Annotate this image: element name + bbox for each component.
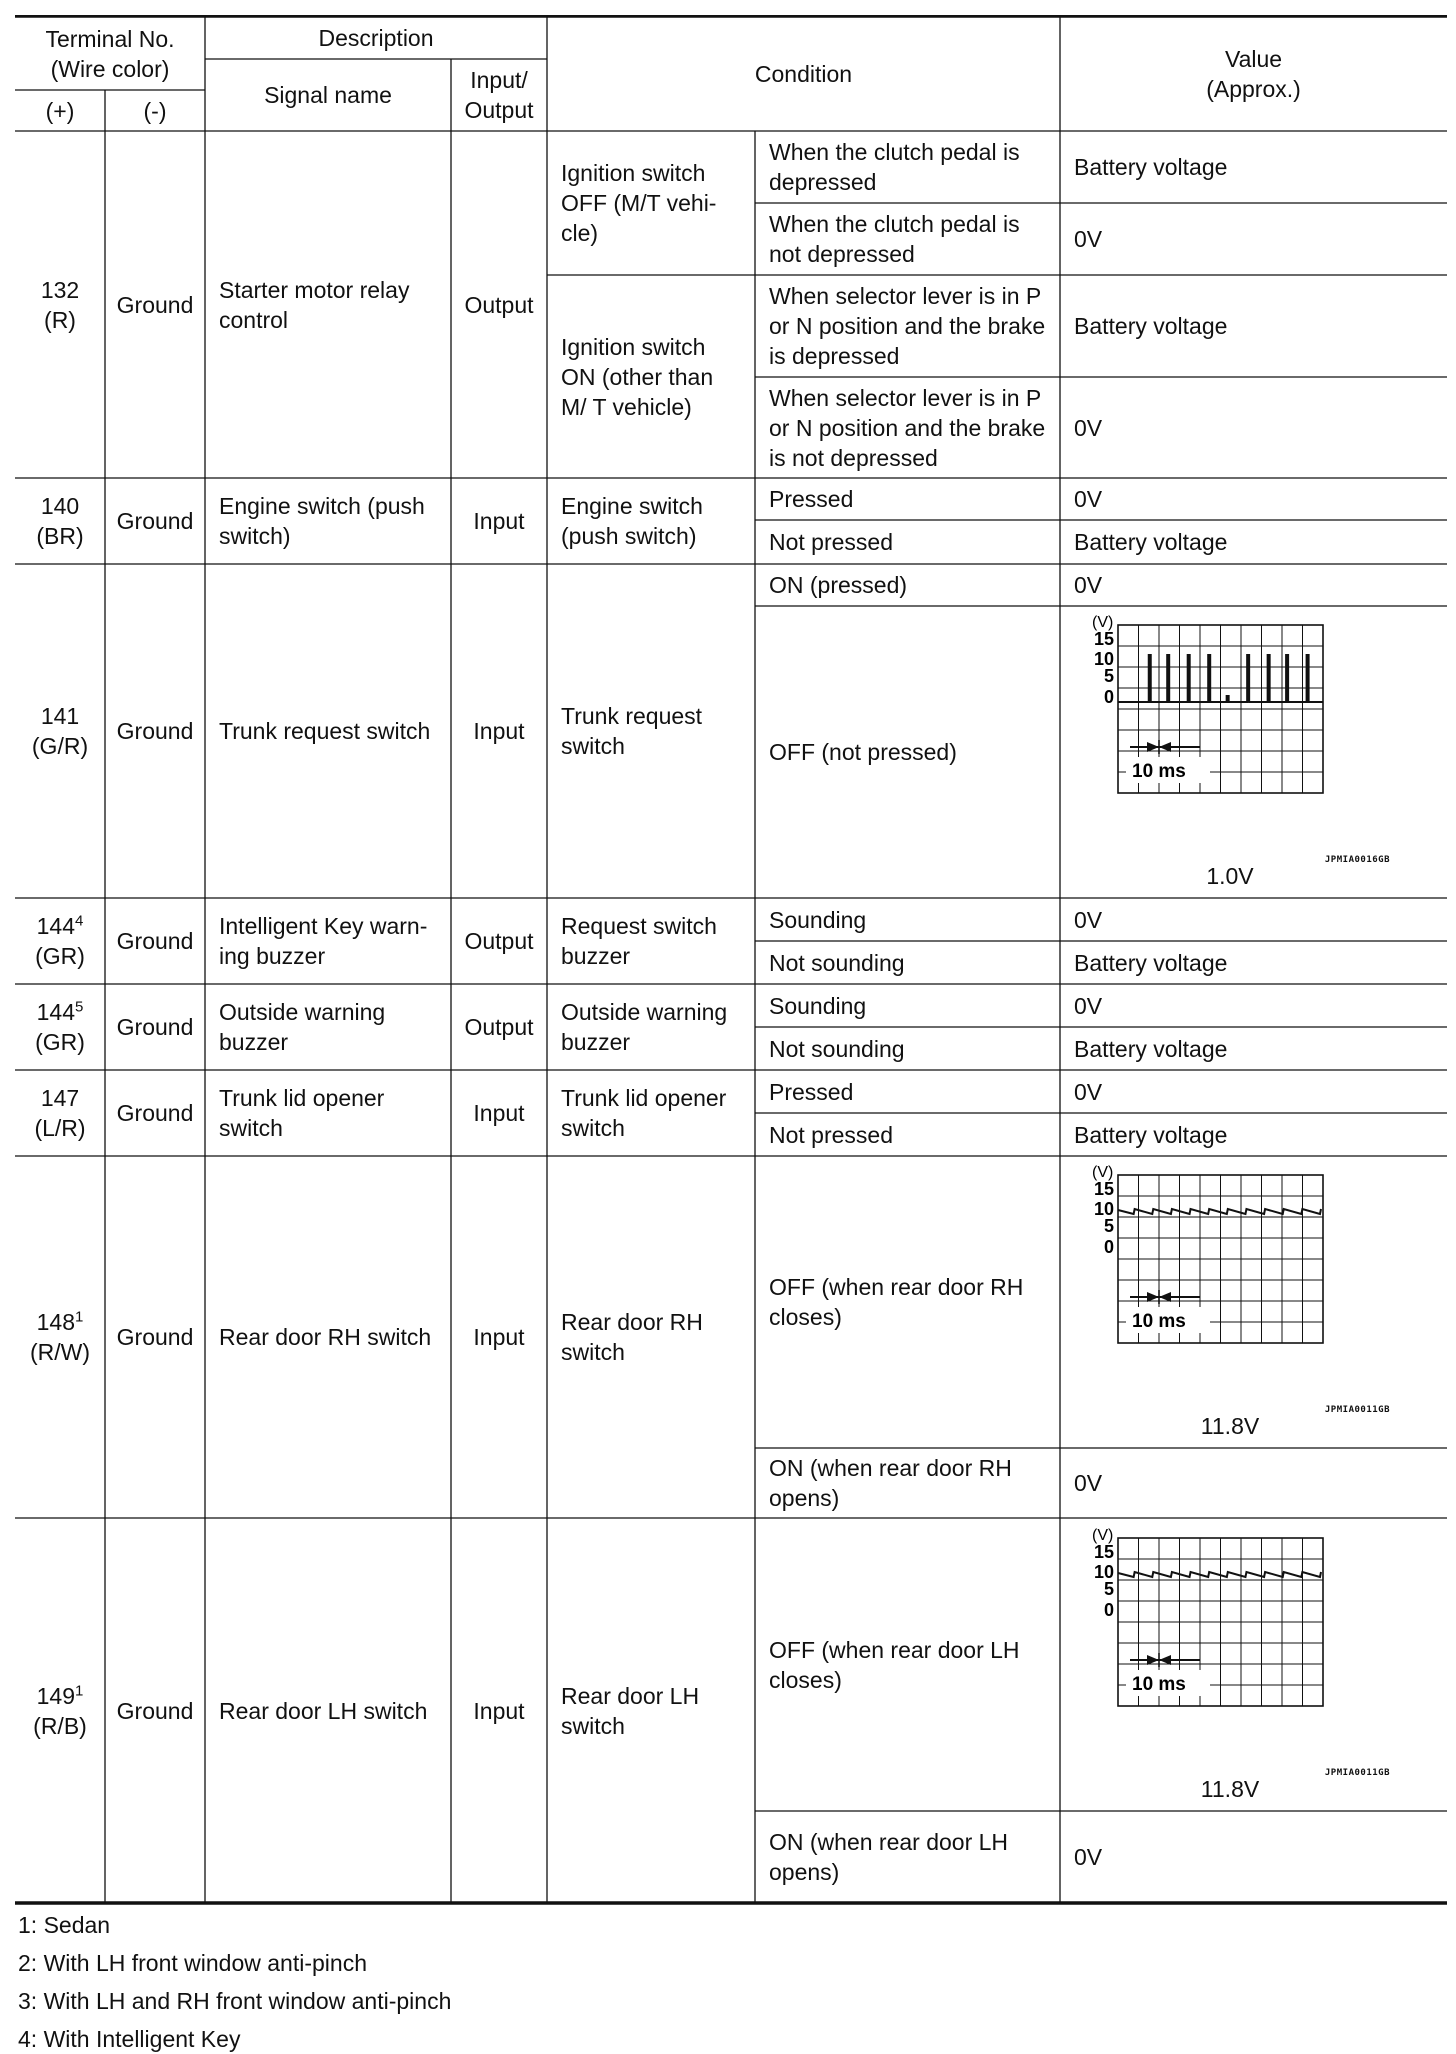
terminal-148 (15, 1156, 105, 1518)
io-147: Input (473, 1100, 525, 1126)
val-132-4: 0V (1074, 414, 1103, 441)
sub-140-1: Pressed (769, 486, 854, 512)
figure-code: JPMIA0011GB (1324, 1405, 1390, 1415)
io-149: Input (473, 1697, 525, 1724)
tick-label: 0 (1104, 1600, 1115, 1620)
terminal-140 (15, 478, 105, 564)
terminal-144-outside (15, 984, 105, 1070)
signal-144b: Outside warning buzzer (219, 999, 386, 1055)
sub-147-1: Pressed (769, 1078, 854, 1105)
sub-132-2: When the clutch pedal is not depressed (769, 211, 1020, 267)
sub-149-2: ON (when rear door LH opens) (769, 1829, 1009, 1885)
footnote-3: 3: With LH and RH front window anti-pinch (18, 1988, 452, 2014)
io-148: Input (473, 1324, 525, 1350)
terminal-number: 140 (40, 493, 80, 519)
val-144b-2: Battery voltage (1074, 1035, 1228, 1062)
terminal-number: 147 (40, 1085, 80, 1111)
terminal-number: 141 (40, 703, 80, 729)
signal-148: Rear door RH switch (219, 1324, 432, 1350)
minus-149: Ground (116, 1697, 194, 1724)
io-label-2: Output (464, 97, 534, 123)
val-132-2: 0V (1074, 226, 1103, 252)
time-scale-label: 10 ms (1132, 761, 1186, 782)
figure-code: JPMIA0011GB (1324, 1768, 1390, 1778)
waveform-148 (1070, 1163, 1390, 1443)
wire-color: (R/B) (33, 1712, 87, 1739)
val-147-1: 0V (1074, 1078, 1103, 1105)
terminal-144-intelligent-key (15, 898, 105, 984)
val-144a-1: 0V (1074, 906, 1103, 933)
io-141: Input (473, 718, 525, 744)
terminal-table (15, 15, 1447, 1905)
io-144b: Output (464, 1014, 534, 1040)
tick-label: 0 (1104, 1237, 1115, 1257)
footnote-1: 1: Sedan (18, 1912, 111, 1938)
terminal-132 (15, 131, 105, 478)
val-141-1: 0V (1074, 572, 1103, 598)
cond-144b: Outside warning buzzer (561, 999, 728, 1055)
signal-141: Trunk request switch (219, 718, 431, 744)
io-140: Input (473, 508, 525, 534)
condition-header: Condition (754, 61, 853, 87)
sub-132-1: When the clutch pedal is depressed (769, 139, 1020, 195)
signal-132: Starter motor relay control (219, 276, 410, 333)
tick-label: 10 (1094, 1199, 1115, 1219)
val-144b-1: 0V (1074, 992, 1103, 1019)
wire-color: (R) (44, 306, 76, 333)
io-132: Output (464, 291, 534, 318)
level-waveform-graph (1070, 1163, 1390, 1403)
footnote-ref: 4 (75, 912, 84, 930)
sub-147-2: Not pressed (769, 1121, 894, 1148)
val-132-1: Battery voltage (1074, 154, 1228, 180)
scope-value: 11.8V (1200, 1413, 1260, 1439)
time-scale-label: 10 ms (1132, 1674, 1186, 1695)
val-132-3: Battery voltage (1074, 313, 1228, 339)
sub-132-4: When selector lever is in P or N position and the brake is not depressed (769, 384, 1046, 471)
tick-label: 10 (1094, 649, 1115, 669)
cond-147: Trunk lid opener switch (561, 1085, 727, 1141)
footnote-ref: 1 (75, 1681, 84, 1699)
sub-144b-2: Not sounding (769, 1035, 905, 1062)
terminal-no-label: Terminal No. (45, 25, 175, 52)
signal-149: Rear door LH switch (219, 1697, 428, 1724)
tick-label: 10 (1094, 1562, 1115, 1582)
sub-141-2: OFF (not pressed) (769, 739, 957, 765)
tick-label: 15 (1094, 1179, 1115, 1199)
terminal-number: $149^1$ (36, 1681, 84, 1709)
minus-141: Ground (116, 718, 194, 744)
sub-144b-1: Sounding (769, 992, 867, 1019)
terminal-number: $148^1$ (36, 1308, 84, 1335)
cond-149: Rear door LH switch (561, 1682, 700, 1739)
sub-148-2: ON (when rear door RH opens) (769, 1455, 1012, 1511)
value-label-1: Value (1224, 46, 1283, 72)
wire-color: (GR) (35, 943, 85, 969)
terminal-149 (15, 1518, 105, 1903)
cond-132-a: Ignition switch OFF (M/T vehi- cle) (561, 160, 717, 246)
val-140-2: Battery voltage (1074, 529, 1228, 555)
terminal-141 (15, 564, 105, 898)
minus-header: (-) (143, 97, 167, 124)
value-header (1060, 17, 1447, 131)
minus-140: Ground (116, 508, 194, 534)
sub-149-1: OFF (when rear door LH closes) (769, 1636, 1020, 1693)
input-output-header (451, 59, 547, 131)
signal-144a: Intelligent Key warn- ing buzzer (219, 913, 428, 969)
tick-label: 15 (1094, 629, 1115, 649)
cond-141: Trunk request switch (561, 703, 703, 759)
cond-140: Engine switch (push switch) (561, 493, 703, 549)
sub-144a-1: Sounding (769, 906, 867, 933)
terminal-number: 132 (40, 276, 80, 303)
val-149-2: 0V (1074, 1844, 1103, 1870)
tick-label: 15 (1094, 1542, 1115, 1562)
minus-144a: Ground (116, 928, 194, 954)
value-label-2: (Approx.) (1206, 76, 1301, 102)
wire-color: (BR) (36, 523, 84, 549)
footnote-4: 4: With Intelligent Key (18, 2026, 241, 2052)
val-147-2: Battery voltage (1074, 1121, 1228, 1148)
sub-144a-2: Not sounding (769, 949, 905, 976)
plus-header: (+) (45, 97, 75, 124)
level-waveform-graph (1070, 1526, 1390, 1766)
terminal-no-header (15, 17, 205, 90)
waveform-141 (1070, 613, 1390, 893)
time-scale-label: 10 ms (1132, 1311, 1186, 1332)
minus-132: Ground (116, 291, 194, 318)
minus-148: Ground (116, 1324, 194, 1350)
wire-color: (L/R) (34, 1115, 86, 1141)
terminal-number: $144^5$ (36, 998, 84, 1025)
unit-label: (V) (1092, 1527, 1114, 1544)
io-label-1: Input/ (470, 67, 528, 93)
io-144a: Output (464, 928, 534, 954)
unit-label: (V) (1092, 1164, 1114, 1181)
unit-label: (V) (1092, 614, 1114, 631)
signal-140: Engine switch (push switch) (219, 493, 425, 549)
terminal-147 (15, 1070, 105, 1156)
signal-147: Trunk lid opener switch (219, 1085, 385, 1141)
signal-name-header: Signal name (264, 82, 392, 108)
wire-color: (G/R) (31, 733, 89, 759)
footnote-2: 2: With LH front window anti-pinch (18, 1950, 367, 1976)
description-header: Description (318, 25, 434, 51)
wire-color: (GR) (35, 1029, 85, 1055)
sub-141-1: ON (pressed) (769, 572, 908, 598)
sub-140-2: Not pressed (769, 529, 894, 555)
val-148-2: 0V (1074, 1470, 1103, 1496)
cond-144a: Request switch buzzer (561, 913, 717, 969)
scope-value: 1.0V (1206, 863, 1254, 889)
sub-148-1: OFF (when rear door RH closes) (769, 1274, 1024, 1330)
tick-label: 5 (1104, 1579, 1115, 1599)
figure-code: JPMIA0016GB (1324, 855, 1390, 865)
minus-144b: Ground (116, 1014, 194, 1040)
footnote-ref: 1 (75, 1308, 84, 1326)
tick-label: 5 (1104, 1216, 1115, 1236)
val-144a-2: Battery voltage (1074, 949, 1228, 976)
waveform-149 (1070, 1526, 1390, 1806)
wire-color: (R/W) (29, 1339, 91, 1365)
val-140-1: 0V (1074, 486, 1103, 512)
footnote-ref: 5 (75, 998, 84, 1016)
cond-148: Rear door RH switch (561, 1309, 703, 1365)
terminal-number: $144^4$ (36, 912, 84, 939)
tick-label: 5 (1104, 666, 1115, 686)
wire-color-label: (Wire color) (50, 55, 170, 82)
scope-value: 11.8V (1200, 1776, 1260, 1802)
sub-132-3: When selector lever is in P or N position and the brake is depressed (769, 283, 1046, 369)
minus-147: Ground (116, 1100, 194, 1126)
cond-132-b: Ignition switch ON (other than M/ T vehicle) (561, 333, 714, 420)
pulse-waveform-graph (1070, 613, 1390, 853)
tick-label: 0 (1104, 687, 1115, 707)
